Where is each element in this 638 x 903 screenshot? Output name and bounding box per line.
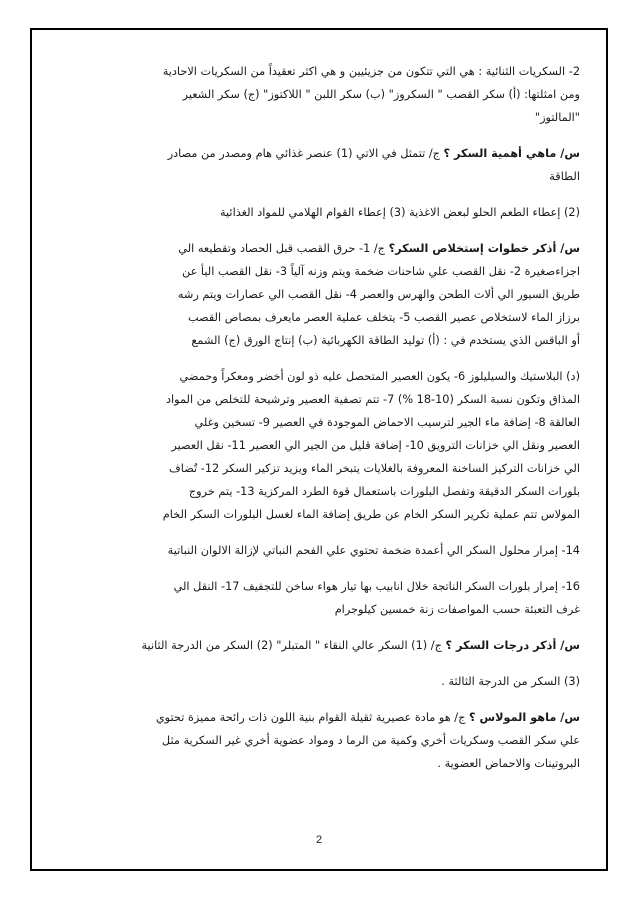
line-text: (3) السكر من الدرجة الثالثة . — [441, 675, 580, 688]
line-text: غرف التعبئة حسب المواصفات زنة خمسين كيلوجرام — [334, 603, 580, 616]
paragraph-gap — [60, 621, 580, 634]
paragraph-gap — [60, 693, 580, 706]
paragraph-gap — [60, 526, 580, 539]
page-number: 2 — [315, 834, 323, 846]
text-line — [60, 283, 580, 306]
line-text: المولاس تتم عملية تكرير السكر الخام عن طريق إضافة الماء لغسل البلورات السكر الخام — [162, 508, 580, 521]
text-line — [60, 260, 580, 283]
text-line — [60, 201, 580, 224]
text-line — [60, 237, 580, 260]
line-text: علي سكر القصب وسكريات أخري وكمية من الرما د ومواد عضوية أخري غير السكرية مثل — [161, 734, 580, 747]
paragraph-gap — [60, 224, 580, 237]
line-text: 14- إمرار محلول السكر الي أعمدة ضخمة تحتوي علي الفحم النباتي لإزالة الالوان النباتية — [167, 544, 580, 557]
line-text: طريق السيور الي ألات الطحن والهرس والعصر 4- نقل القصب الي عصارات ويتم رشه — [177, 288, 580, 301]
line-text: العصير ونقل الي خزانات الترويق 10- إضافة قليل من الجير الي العصير 11- نقل العصير — [171, 439, 580, 452]
text-line — [60, 411, 580, 434]
line-text: ومن امثلتها: (أ) سكر القصب " السكروز" (ب) سكر اللبن " اللاكتوز" (ج) سكر الشعير — [182, 88, 580, 101]
line-text: ج/ (1) السكر عالي النقاء " المتبلر" (2) السكر من الدرجة الثانية — [141, 639, 442, 652]
text-line — [60, 598, 580, 621]
paragraph-gap — [60, 129, 580, 142]
text-line — [60, 329, 580, 352]
text-line — [60, 388, 580, 411]
line-text: أو الباقس الذي يستخدم في : (أ) توليد الطاقة الكهربائية (ب) إنتاج الورق (ج) الشمع — [191, 334, 580, 347]
line-text: الطاقة — [549, 170, 580, 183]
text-line — [60, 457, 580, 480]
line-text: ج/ تتمثل في الاتي (1) عنصر غذائي هام ومصدر من مصادر — [167, 147, 440, 160]
line-text: بلورات السكر الدقيقة وتفصل البلورات باستعمال قوة الطرد المركزية 13- يتم خروج — [188, 485, 580, 498]
line-text: ج/ 1- حرق القصب قبل الحصاد وتقطيعه الي — [178, 242, 385, 255]
question-label: س/ ماهي أهمية السكر ؟ — [443, 147, 580, 160]
line-text: (د) البلاستيك والسيليلوز 6- يكون العصير المتحصل عليه ذو لون أخضر ومعكراً وحمضي — [179, 370, 580, 383]
line-text: 2- السكريات الثنائية : هي التي تتكون من جزيئيين و هي اكثر تعقيداً من السكريات الاحادية — [162, 65, 580, 78]
text-line — [60, 706, 580, 729]
paragraph-gap — [60, 657, 580, 670]
text-line — [60, 165, 580, 188]
text-line — [60, 729, 580, 752]
line-text: (2) إعطاء الطعم الحلو لبعض الاغذية (3) إعطاء القوام الهلامي للمواد الغذائية — [219, 206, 580, 219]
text-line — [60, 480, 580, 503]
line-text: الي خزانات التركيز الساخنة المعروفة بالغلايات يتبخر الماء ويزيد تزكير السكر 12- تُضاف — [169, 462, 580, 475]
question-label: س/ أذكر خطوات إستخلاص السكر؟ — [388, 242, 580, 255]
line-text: برزاز الماء لاستخلاص عصير القصب 5- يتخلف عملية العصر مايعرف بمصاص القصب — [187, 311, 580, 324]
text-line — [60, 752, 580, 775]
text-line — [60, 539, 580, 562]
line-text: المذاق وتكون نسبة السكر (10-18 %) 7- تتم تصفية العصير وترشيحة للتخلص من المواد — [165, 393, 580, 406]
text-line — [60, 60, 580, 83]
text-line — [60, 142, 580, 165]
line-text: 16- إمرار بلورات السكر الناتجة خلال انابيب بها تيار هواء ساخن للتجفيف 17- النقل الي — [173, 580, 580, 593]
text-line — [60, 634, 580, 657]
line-text: العالقة 8- إضافة ماء الجير لترسيب الاحماض الموجودة في العصير 9- تسخين وغلي — [194, 416, 580, 429]
document-body — [60, 60, 580, 840]
line-text: البروتينات والاحماض العضوية . — [437, 757, 580, 770]
line-text: اجزاءصغيرة 2- نقل القصب علي شاحنات ضخمة ويتم وزنه آلياً 3- نقل القصب اليأ عن — [182, 265, 580, 278]
text-line — [60, 365, 580, 388]
question-label: س/ ماهو المولاس ؟ — [469, 711, 580, 724]
text-line — [60, 434, 580, 457]
text-line — [60, 106, 580, 129]
text-line — [60, 670, 580, 693]
text-line — [60, 83, 580, 106]
paragraph-gap — [60, 188, 580, 201]
line-text: "المالتوز" — [534, 111, 580, 124]
paragraph-gap — [60, 352, 580, 365]
text-line — [60, 575, 580, 598]
text-line — [60, 306, 580, 329]
paragraph-gap — [60, 562, 580, 575]
question-label: س/ أذكر درجات السكر ؟ — [445, 639, 580, 652]
line-text: ج/ هو مادة عصيرية ثقيلة القوام بنية اللون ذات رائحة مميزة تحتوي — [155, 711, 466, 724]
text-line — [60, 503, 580, 526]
